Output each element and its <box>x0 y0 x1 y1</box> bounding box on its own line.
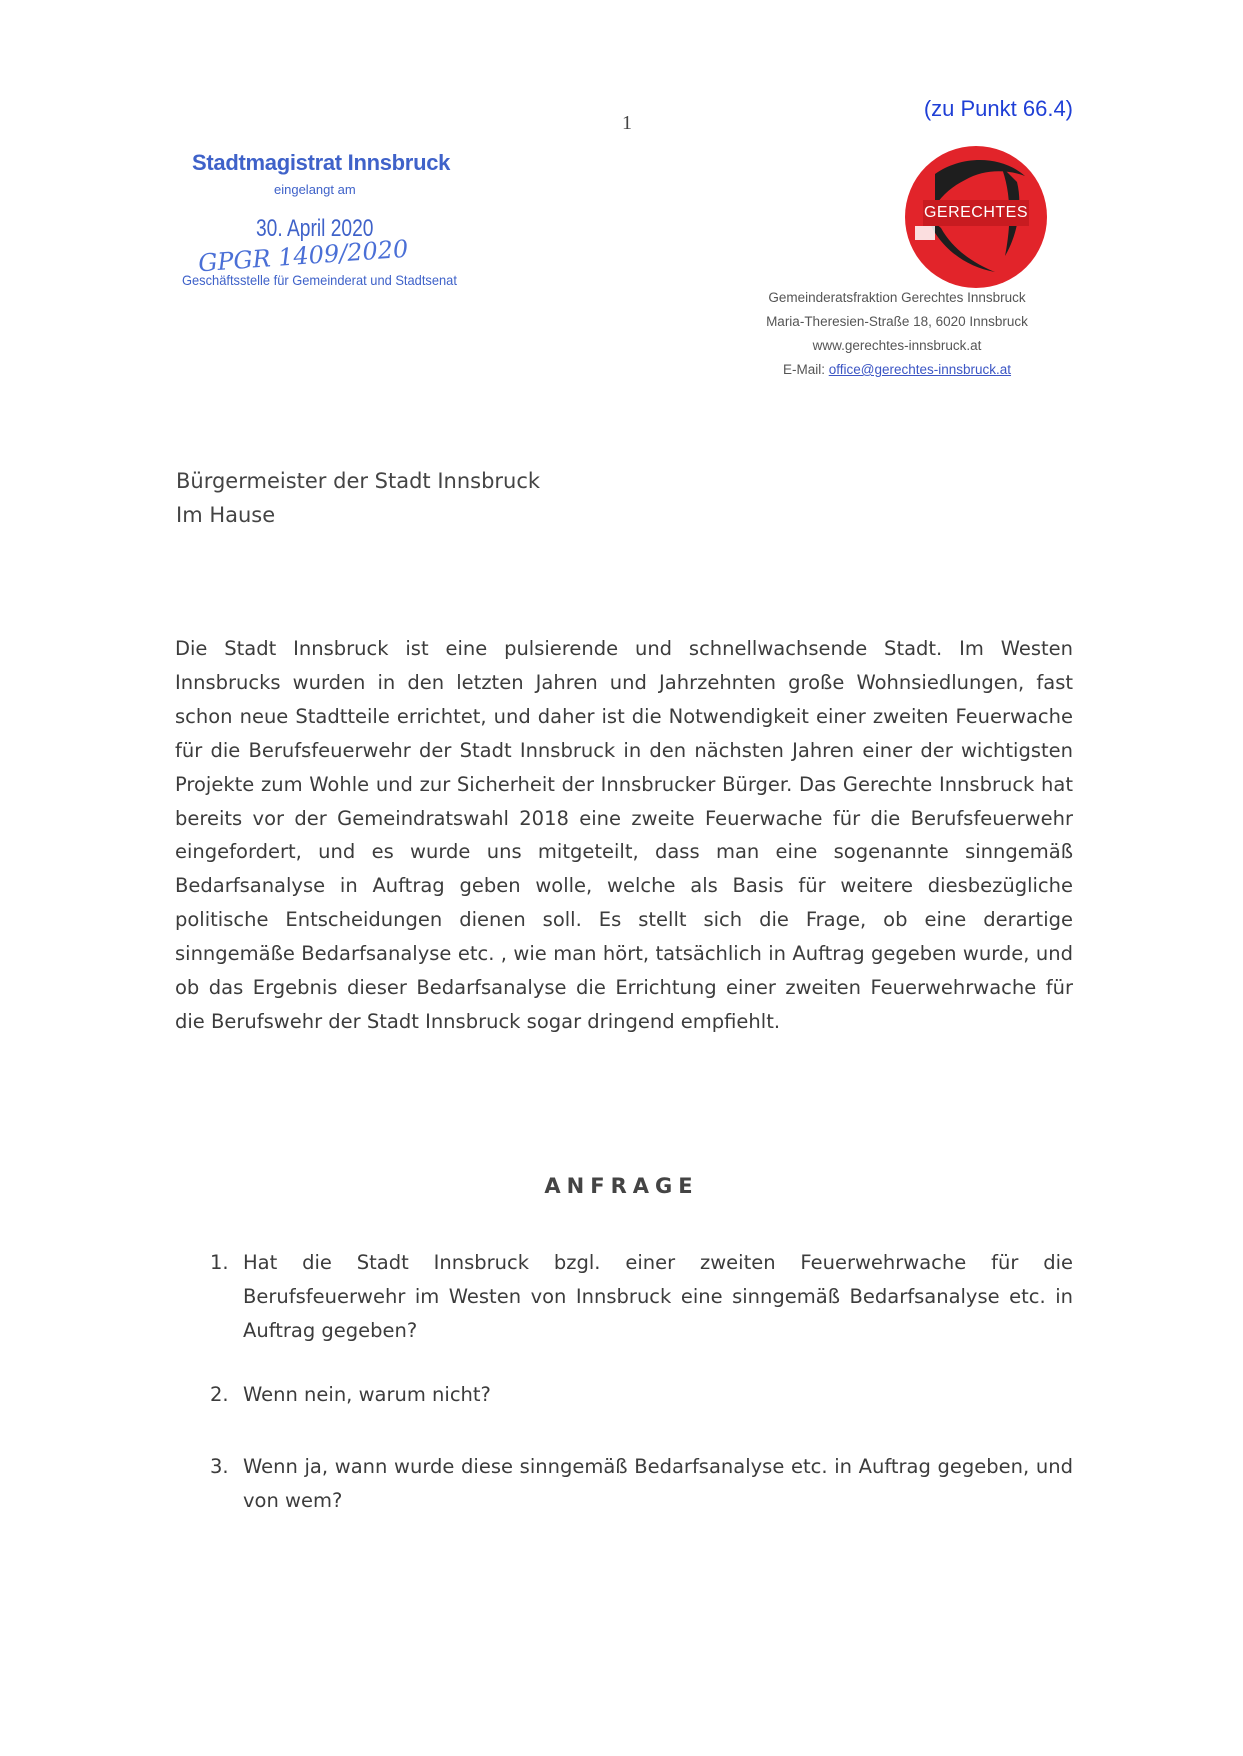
email-link[interactable]: office@gerechtes-innsbruck.at <box>828 362 1012 377</box>
sender-line-party: Gemeinderatsfraktion Gerechtes Innsbruck <box>768 290 1026 305</box>
sender-line-email <box>722 358 1072 382</box>
sender-line-website: www.gerechtes-innsbruck.at <box>812 338 982 353</box>
question-item <box>210 1450 1073 1518</box>
email-label: E-Mail: <box>782 362 829 377</box>
sender-address <box>722 286 1072 382</box>
recipient-block <box>176 464 540 532</box>
party-logo <box>905 146 1047 288</box>
recipient-line-1: Bürgermeister der Stadt Innsbruck <box>176 469 541 493</box>
question-number: 3. <box>210 1455 229 1478</box>
question-text: Wenn nein, warum nicht? <box>243 1383 491 1406</box>
page-number: 1 <box>622 112 632 134</box>
stamp-department: Geschäftsstelle für Gemeinderat und Stadtsenat <box>182 272 457 288</box>
receipt-stamp <box>178 150 478 300</box>
stamp-date: 30. April 2020 <box>256 215 374 242</box>
recipient-line-2: Im Hause <box>176 503 276 527</box>
section-heading: ANFRAGE <box>544 1174 699 1198</box>
question-text: Wenn ja, wann wurde diese sinngemäß Bedarfsanalyse etc. in Auftrag gegeben, und von wem? <box>243 1455 1073 1512</box>
body-paragraph: Die Stadt Innsbruck ist eine pulsierende und schnellwachsende Stadt. Im Westen Innsbrucks wurden in den letzten Jahren und Jahrzehnten große Wohnsiedlungen, fast schon neue Stadtteile errichtet, und daher ist die Notwendigkeit einer zweiten Feuerwache für die Berufsfeuerwehr der Stadt Innsbruck in den nächsten Jahren einer der wichtigsten Projekte zum Wohle und zur Sicherheit der Innsbrucker Bürger. Das Gerechte Innsbruck hat bereits vor der Gemeindratswahl 2018 eine zweite Feuerwache für die Berufsfeuerwehr eingefordert, und es wurde uns mitgeteilt, dass man eine sogenannte sinngemäß Bedarfsanalyse in Auftrag geben wolle, welche als Basis für weitere diesbezügliche politische Entscheidungen dienen soll. Es stellt sich die Frage, ob eine derartige sinngemäße Bedarfsanalyse etc. , wie man hört, tatsächlich in Auftrag gegeben wurde, und ob das Ergebnis dieser Bedarfsanalyse die Errichtung einer zweiten Feuerwehrwache für die Berufswehr der Stadt Innsbruck sogar dringend empfiehlt. <box>175 637 1073 1033</box>
question-item <box>210 1378 1073 1412</box>
question-item <box>210 1246 1073 1348</box>
stamp-handwritten-reference: GPGR 1409/2020 <box>197 234 410 278</box>
question-number: 2. <box>210 1383 229 1406</box>
agenda-reference: (zu Punkt 66.4) <box>923 96 1073 121</box>
question-text: Hat die Stadt Innsbruck bzgl. einer zweiten Feuerwehrwache für die Berufsfeuerwehr im Westen von Innsbruck eine sinngemäß Bedarfsanalyse etc. in Auftrag gegeben? <box>243 1251 1073 1342</box>
question-list <box>210 1246 1073 1518</box>
question-number: 1. <box>210 1251 229 1274</box>
sender-line-street: Maria-Theresien-Straße 18, 6020 Innsbruck <box>766 314 1028 329</box>
logo-text: GERECHTES <box>923 204 1029 221</box>
stamp-title: Stadtmagistrat Innsbruck <box>192 150 451 175</box>
stamp-subtitle: eingelangt am <box>274 182 356 197</box>
